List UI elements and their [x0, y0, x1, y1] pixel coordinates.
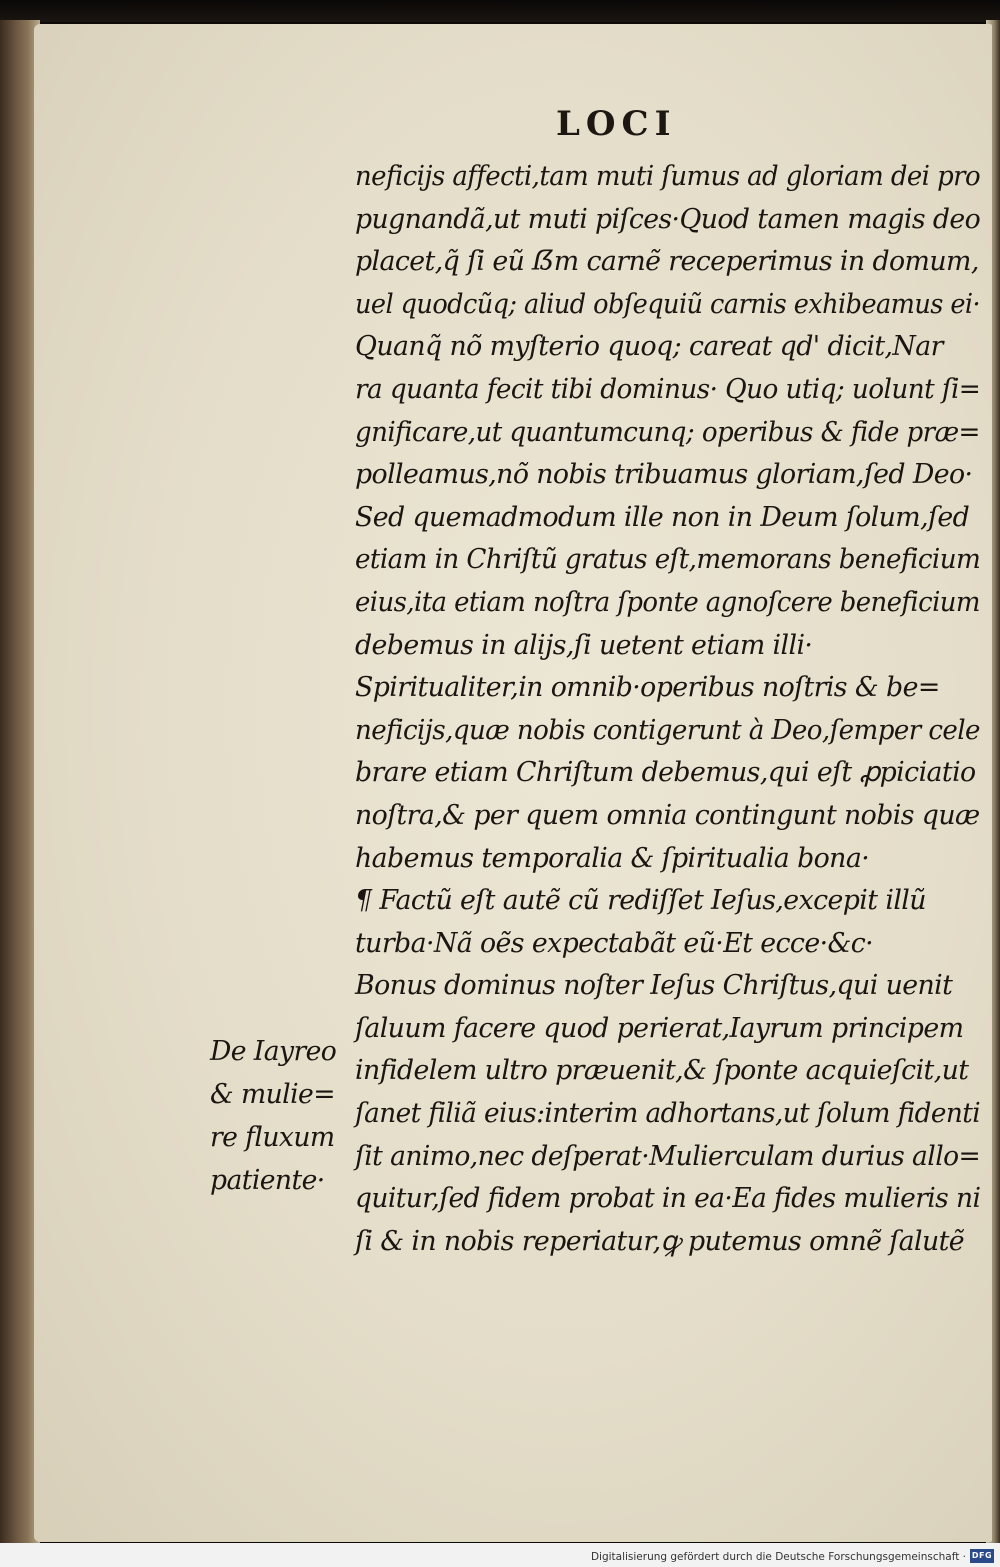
text-line: uel quodcũq; aliud obſequiũ carnis exhibeamus ei·	[355, 288, 981, 320]
text-line: quitur,ſed fidem probat in ea·Ea fides mulieris ni	[355, 1183, 981, 1215]
text-line: ſit animo,nec deſperat·Mulierculam durius allo=	[355, 1140, 981, 1172]
text-line: eius,ita etiam noſtra ſponte agnoſcere beneficium	[355, 586, 980, 618]
margin-note-line: & mulie=	[210, 1079, 335, 1110]
scan-top-shadow	[0, 0, 1000, 22]
text-line: brare etiam Chriſtum debemus,qui eſt ꝓpiciatio	[355, 757, 976, 789]
dfg-logo: DFG	[970, 1549, 994, 1563]
text-line: ſanet filiã eius:interim adhortans,ut ſolum fidenti	[355, 1098, 981, 1130]
text-line: debemus in alijs,ſi uetent etiam illi·	[355, 629, 813, 661]
text-line: placet,q̃ ſi eũ ẞm carnẽ receperimus in domum,	[355, 246, 979, 278]
margin-note-line: De Iayreo	[210, 1036, 337, 1067]
text-line: etiam in Chriſtũ gratus eſt,memorans beneficium	[355, 544, 981, 576]
running-head: LOCI	[556, 104, 677, 144]
text-line: ¶ Factũ eſt autẽ cũ rediſſet Ieſus,excepit illũ	[355, 885, 926, 917]
margin-note	[210, 1030, 350, 1202]
text-line: Quanq̃ nõ myſterio quoq; careat qd' dicit,Nar	[355, 331, 943, 363]
text-line: pugnandã,ut muti piſces·Quod tamen magis deo	[355, 203, 981, 235]
text-line: Spiritualiter,in omnib·operibus noſtris & be=	[355, 672, 940, 704]
text-line: neficijs affecti,tam muti ſumus ad gloriam dei pro	[355, 161, 981, 192]
text-line: Sed quemadmodum ille non in Deum ſolum,ſed	[355, 501, 970, 533]
text-line: gnificare,ut quantumcunq; operibus & fide præ=	[355, 416, 980, 448]
margin-note-line: patiente·	[210, 1165, 325, 1196]
text-line: noſtra,& per quem omnia contingunt nobis quæ	[355, 799, 980, 831]
text-line: polleamus,nõ nobis tribuamus gloriam,ſed Deo·	[355, 459, 973, 491]
text-line: turba·Nã oẽs expectabãt eũ·Et ecce·&c·	[355, 927, 874, 959]
footer-bar	[0, 1543, 1000, 1567]
text-line: infidelem ultro præuenit,& ſponte acquieſcit,ut	[355, 1055, 969, 1087]
footer-credit: Digitalisierung gefördert durch die Deutsche Forschungsgemeinschaft ·	[590, 1551, 966, 1563]
text-line: Bonus dominus noſter Ieſus Chriſtus,qui uenit	[355, 970, 953, 1002]
text-line: ſaluum facere quod perierat,Iayrum principem	[355, 1012, 964, 1044]
text-line: ra quanta fecit tibi dominus· Quo utiq; uolunt ſi=	[355, 373, 981, 405]
text-line: habemus temporalia & ſpiritualia bona·	[355, 842, 870, 874]
margin-note-line: re fluxum	[210, 1122, 335, 1153]
body-text	[355, 156, 985, 1263]
text-line: ſi & in nobis reperiatur,ꝙ putemus omnẽ ſalutẽ	[355, 1225, 965, 1257]
text-line: neficijs,quæ nobis contigerunt à Deo,ſemper cele	[355, 714, 980, 746]
